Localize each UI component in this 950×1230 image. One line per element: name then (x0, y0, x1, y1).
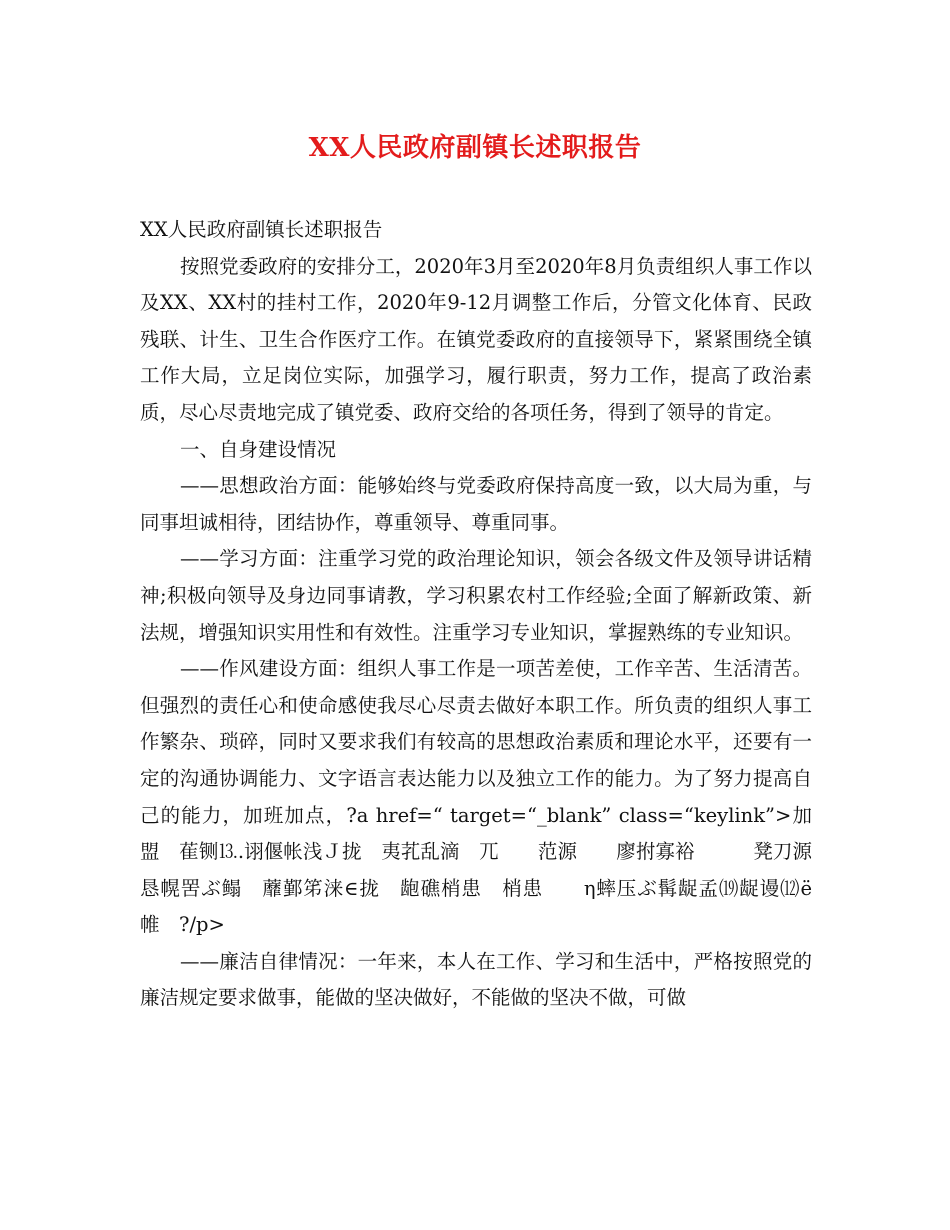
document-subtitle-paragraph: XX人民政府副镇长述职报告 (140, 218, 383, 241)
section-heading: 一、自身建设情况 (180, 437, 337, 461)
intro-paragraph: 按照党委政府的安排分工，2020年3月至2020年8月负责组织人事工作以及XX、XX村的挂村工作，2020年9-12月调整工作后，分管文化体育、民政残联、计生、卫生合作医疗工作。在镇党委政府的直接领导下，紧紧围绕全镇工作大局，立足岗位实际，加强学习，履行职责，努力工作，提高了政治素质，尽心尽责地完成了镇党委、政府交给的各项任务，得到了领导的肯定。 (140, 254, 812, 424)
document-title: XX人民政府副镇长述职报告 (308, 133, 642, 163)
political-paragraph: ——思想政治方面：能够始终与党委政府保持高度一致，以大局为重，与同事坦诚相待，团结协作，尊重领导、尊重同事。 (140, 474, 812, 534)
integrity-paragraph: ——廉洁自律情况：一年来，本人在工作、学习和生活中，严格按照党的廉洁规定要求做事，能做的坚决做好，不能做的坚决不做，可做 (140, 949, 812, 1010)
study-paragraph: ——学习方面：注重学习党的政治理论知识，领会各级文件及领导讲话精神;积极向领导及身边同事请教，学习积累农村工作经验;全面了解新政策、新法规，增强知识实用性和有效性。注重学习专业知识，掌握熟练的专业知识。 (140, 547, 812, 644)
document-body (140, 212, 832, 1017)
work-style-paragraph: ——作风建设方面：组织人事工作是一项苦差使，工作辛苦、生活清苦。但强烈的责任心和使命感使我尽心尽责去做好本职工作。所负责的组织人事工作繁杂、琐碎，同时又要求我们有较高的思想政治素质和理论水平，还要有一定的沟通协调能力、文字语言表达能力以及独立工作的能力。为了努力提高自己的能力，加班加点，?a href=“ target=“_blank” class=“keylink”>加盟 萑铡⒔.诩偃帐浅Ｊ拢 夷芤乱滴 兀 范源 廖拊寡裕 凳刀源 恳幌罟ぶ鳎 蘼鄞笫涞∈拢 龅礁梢患 梢患 η蟀压ぶ髯龊孟⒆龊谩⑿ё帷 ?/p> (140, 657, 832, 937)
